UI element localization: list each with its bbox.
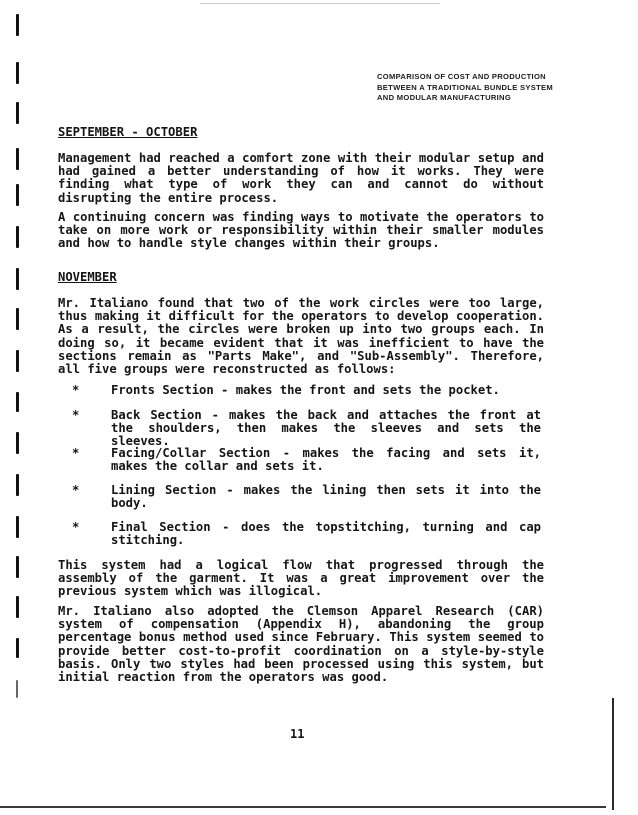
section-heading-november: NOVEMBER [58,270,117,284]
header-line: COMPARISON OF COST AND PRODUCTION [377,72,546,81]
binder-hole-mark [16,474,19,496]
binder-hole-mark [16,102,19,124]
list-item-text: Fronts Section - makes the front and sets the pocket. [111,383,500,397]
bullet-star-icon: * [72,520,80,534]
list-item-text: Final Section - does the topstitching, turning and cap stitching. [111,520,541,548]
bullet-star-icon: * [72,446,80,460]
binder-hole-mark [16,638,19,658]
document-header [377,72,553,104]
binder-hole-mark [16,14,19,36]
scan-artifact-right-edge [612,698,614,810]
paragraph: This system had a logical flow that progressed through the assembly of the garment. It was a great improvement over the previous system which was illogical. [58,558,544,599]
page-number: 11 [290,727,305,741]
header-line: BETWEEN A TRADITIONAL BUNDLE SYSTEM [377,82,554,92]
binder-hole-mark [16,680,18,698]
list-item-text: Back Section - makes the back and attaches the front at the shoulders, then makes the sleeves and sets the sleeves. [111,408,541,449]
bullet-star-icon: * [72,483,80,497]
paragraph: Mr. Italiano also adopted the Clemson Apparel Research (CAR) system of compensation (Appendix H), abandoning the group percentage bonus method used since February. This system seemed to provide better cost-to-profit coordination on a style-by-style basis. Only two styles had been processed using this system, but initial reaction from the operators was good. [58,604,544,685]
paragraph: A continuing concern was finding ways to motivate the operators to take on more work or responsibility within their smaller modules and how to handle style changes within their groups. [58,210,544,251]
binder-hole-mark [16,516,19,538]
paragraph: Mr. Italiano found that two of the work circles were too large, thus making it difficult for the operators to develop cooperation. As a result, the circles were broken up into two groups each. In doing so, it became evident that it was inefficient to have the sections remain as "Parts Make", and "Sub-Assembly". Therefore, all five groups were reconstructed as follows: [58,296,544,377]
binder-hole-mark [16,308,19,330]
scan-artifact-top-line [200,3,440,4]
header-line: AND MODULAR MANUFACTURING [377,93,512,102]
binder-hole-mark [16,184,19,206]
binder-hole-mark [16,432,19,454]
binder-hole-mark [16,226,19,248]
binder-hole-mark [16,350,19,372]
binder-hole-mark [16,148,19,170]
section-heading-september-october: SEPTEMBER - OCTOBER [58,125,198,139]
binder-hole-mark [16,268,19,290]
binder-hole-mark [16,62,19,84]
binder-hole-mark [16,556,19,578]
binder-hole-mark [16,596,19,618]
list-item-text: Facing/Collar Section - makes the facing and sets it, makes the collar and sets it. [111,446,541,474]
binder-hole-mark [16,392,19,412]
scan-artifact-bottom-line [0,806,606,808]
paragraph: Management had reached a comfort zone with their modular setup and had gained a better understanding of how it works. They were finding what type of work they can and cannot do without disrupting the entire process. [58,151,544,205]
bullet-star-icon: * [72,408,80,422]
bullet-star-icon: * [72,383,80,397]
list-item-text: Lining Section - makes the lining then sets it into the body. [111,483,541,511]
